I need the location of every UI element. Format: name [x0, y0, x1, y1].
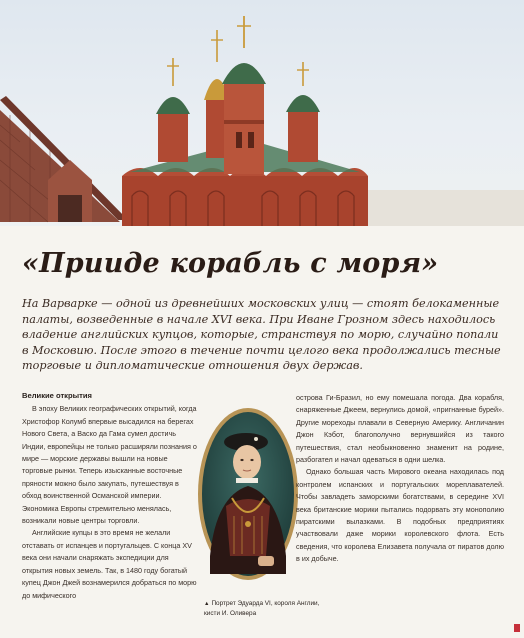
- triangle-up-icon: ▲: [204, 601, 210, 607]
- article-title: «Прииде корабль с моря»: [22, 248, 439, 279]
- portrait-caption: [204, 599, 334, 618]
- right-paragraph-2: Однако большая часть Мирового океана находилась под контролем испанских и португальских мореплавателей. Чтобы завладеть заморскими богатствами, в середине XVI века британские морики пытались подорвать эту монополию пиратскими вылазками. В подобных предприятиях участвовали даже морики королевского флота. Есть сведения, что королева Елизавета получала от пиратов долю в их добыче.: [296, 467, 504, 564]
- left-paragraph-2: Английские купцы в это время не желали отставать от испанцев и португальцев. С конца XV века они начали снаряжать экспедиции для открытия новых земель. Так, в 1480 году богатый купец Джон Джей вознамерился добраться по морю до мифического: [22, 528, 197, 600]
- church-illustration: [0, 0, 524, 226]
- article-lead: На Варварке — одной из древнейших московских улиц — стоят белокаменные палаты, возведенные в начале XVI века. При Иване Грозном здесь находилось владение английских купцов, которые, странствуя по морю, случайно попали в Московию. После этого в течение почти целого века продолжались тесные торговые и дипломатические отношения двух держав.: [22, 297, 501, 373]
- right-dome: [286, 95, 320, 112]
- right-column: [296, 392, 504, 566]
- central-dome: [222, 63, 266, 84]
- right-wing: [368, 190, 524, 226]
- header-photo: [0, 0, 524, 226]
- gable-window: [58, 195, 82, 222]
- red-tab-icon: [514, 624, 520, 632]
- portrait-face: [233, 445, 261, 479]
- central-drum: [224, 82, 264, 174]
- left-column: [22, 390, 200, 602]
- left-paragraph-1: В эпоху Великих географических открытий, когда Христофор Колумб впервые высадился на берегах Нового Света, а Васко да Гама сумел достичь Индии, европейцы не только расширяли познания о мире — морские державы вышли на новые торговые рынки. Теперь изысканные восточные пряности можно было закупать, путешествуя в обход воинственной Османской империи. Экономика Европы стремительно менялась, возникали новые центры торговли.: [22, 404, 197, 526]
- right-paragraph-1: острова Ги-Бразил, но ему помешала погода. Два корабля, снаряженные Джеем, вернулись домой, «пригнанные бурей». Другие мореходы плавали в Северную Америку. Англичанин Джон Кэбот, благополучно вернувшийся из такого путешествия, стал необыкновенно знаменит на родине, разбогател и начал одеваться в одни шелка.: [296, 393, 504, 465]
- section-subheading: Великие открытия: [22, 391, 92, 400]
- portrait-doublet: [226, 499, 270, 556]
- portrait-collar: [236, 478, 258, 483]
- portrait-illustration: [196, 406, 300, 582]
- portrait-caption-text: Портрет Эдуарда VI, короля Англии, кисти И. Оливера: [204, 600, 320, 618]
- left-dome: [156, 97, 190, 114]
- left-drum: [158, 112, 188, 162]
- portrait-hand: [258, 556, 274, 566]
- portrait-image: [196, 406, 300, 582]
- church-body: [122, 176, 368, 226]
- right-drum: [288, 110, 318, 162]
